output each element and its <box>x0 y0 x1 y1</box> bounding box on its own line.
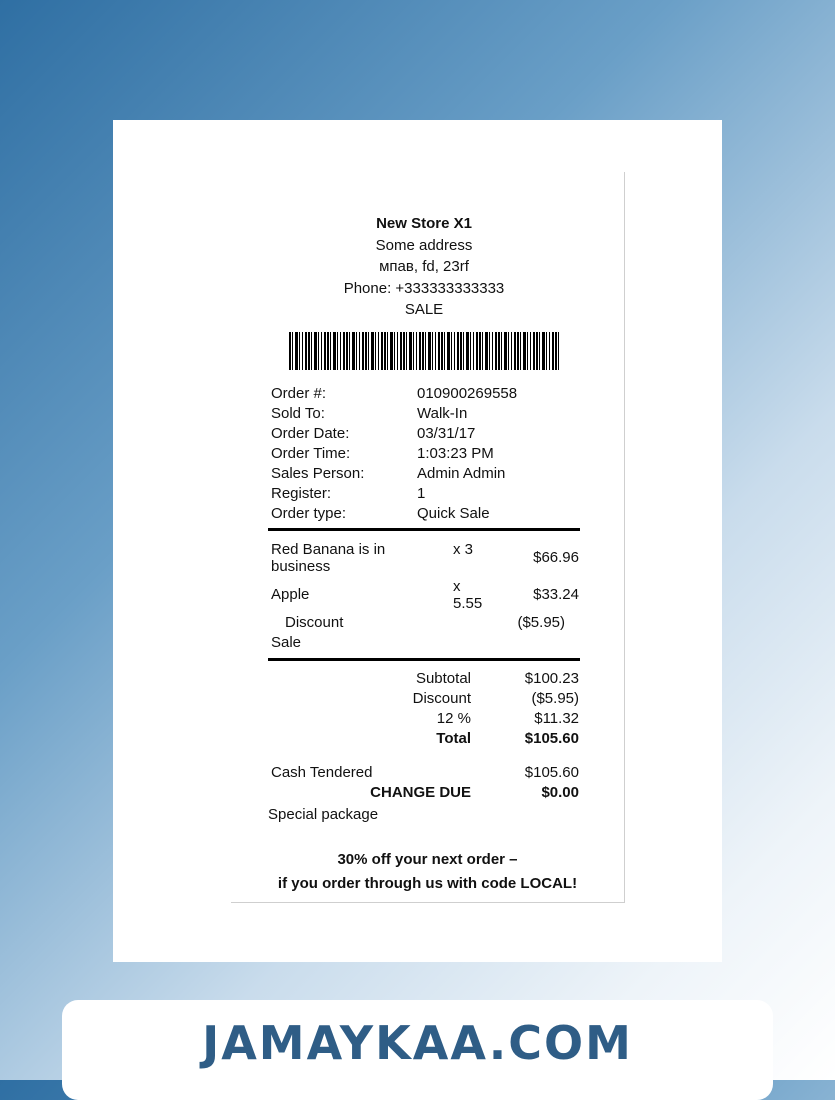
subtotal-label: Subtotal <box>415 670 471 687</box>
sales-person-label: Sales Person: <box>271 465 365 482</box>
item-qty-line-2: 5.55 <box>453 595 483 612</box>
store-address-line-2: мпав, fd, 23rf <box>379 258 469 275</box>
store-phone: Phone: +333333333333 <box>343 280 505 297</box>
discount-value: ($5.95) <box>517 614 565 631</box>
cash-tendered-value: $105.60 <box>524 764 579 781</box>
tax-value: $11.32 <box>534 710 579 727</box>
order-number-value: 010900269558 <box>417 385 518 402</box>
brand-logo-text: JAMAYKAA.COM <box>202 1016 633 1070</box>
divider <box>268 658 580 661</box>
order-date-label: Order Date: <box>271 425 350 442</box>
brand-banner <box>62 1000 773 1100</box>
change-due-label: CHANGE DUE <box>370 784 471 801</box>
promo-line-2: if you order through us with code LOCAL! <box>277 875 578 892</box>
sale-label: SALE <box>404 301 444 318</box>
item-qty-line-1: x <box>453 578 461 595</box>
order-time-label: Order Time: <box>271 445 351 462</box>
sold-to-label: Sold To: <box>271 405 325 422</box>
sold-to-value: Walk-In <box>417 405 468 422</box>
register-value: 1 <box>417 485 426 502</box>
change-due-value: $0.00 <box>541 784 579 801</box>
register-label: Register: <box>271 485 332 502</box>
sales-person-value: Admin Admin <box>417 465 506 482</box>
item-price: $66.96 <box>533 549 579 566</box>
order-type-label: Order type: <box>271 505 347 522</box>
receipt <box>231 172 625 903</box>
store-address-line-1: Some address <box>375 237 473 254</box>
total-label: Total <box>436 730 471 747</box>
order-note: Special package <box>268 806 379 823</box>
total-value: $105.60 <box>524 730 579 747</box>
promo-line-1: 30% off your next order – <box>337 851 518 868</box>
item-name-line-2: business <box>271 558 331 575</box>
receipt-card <box>113 120 722 962</box>
store-name: New Store X1 <box>376 215 472 232</box>
discount-total-value: ($5.95) <box>531 690 579 707</box>
subtotal-value: $100.23 <box>524 670 579 687</box>
item-qty: x 3 <box>453 541 474 558</box>
item-name: Apple <box>271 586 310 603</box>
divider <box>268 528 580 531</box>
cash-tendered-label: Cash Tendered <box>271 764 373 781</box>
order-type-value: Quick Sale <box>417 505 490 522</box>
order-date-value: 03/31/17 <box>417 425 476 442</box>
discount-total-label: Discount <box>412 690 471 707</box>
item-name-line-1: Red Banana is in <box>271 541 386 558</box>
order-number-label: Order #: <box>271 385 327 402</box>
item-price: $33.24 <box>533 586 579 603</box>
barcode <box>289 332 559 370</box>
discount-label-line-1: Discount <box>285 614 344 631</box>
discount-label-line-2: Sale <box>271 634 302 651</box>
order-time-value: 1:03:23 PM <box>417 445 494 462</box>
tax-label: 12 % <box>436 710 471 727</box>
